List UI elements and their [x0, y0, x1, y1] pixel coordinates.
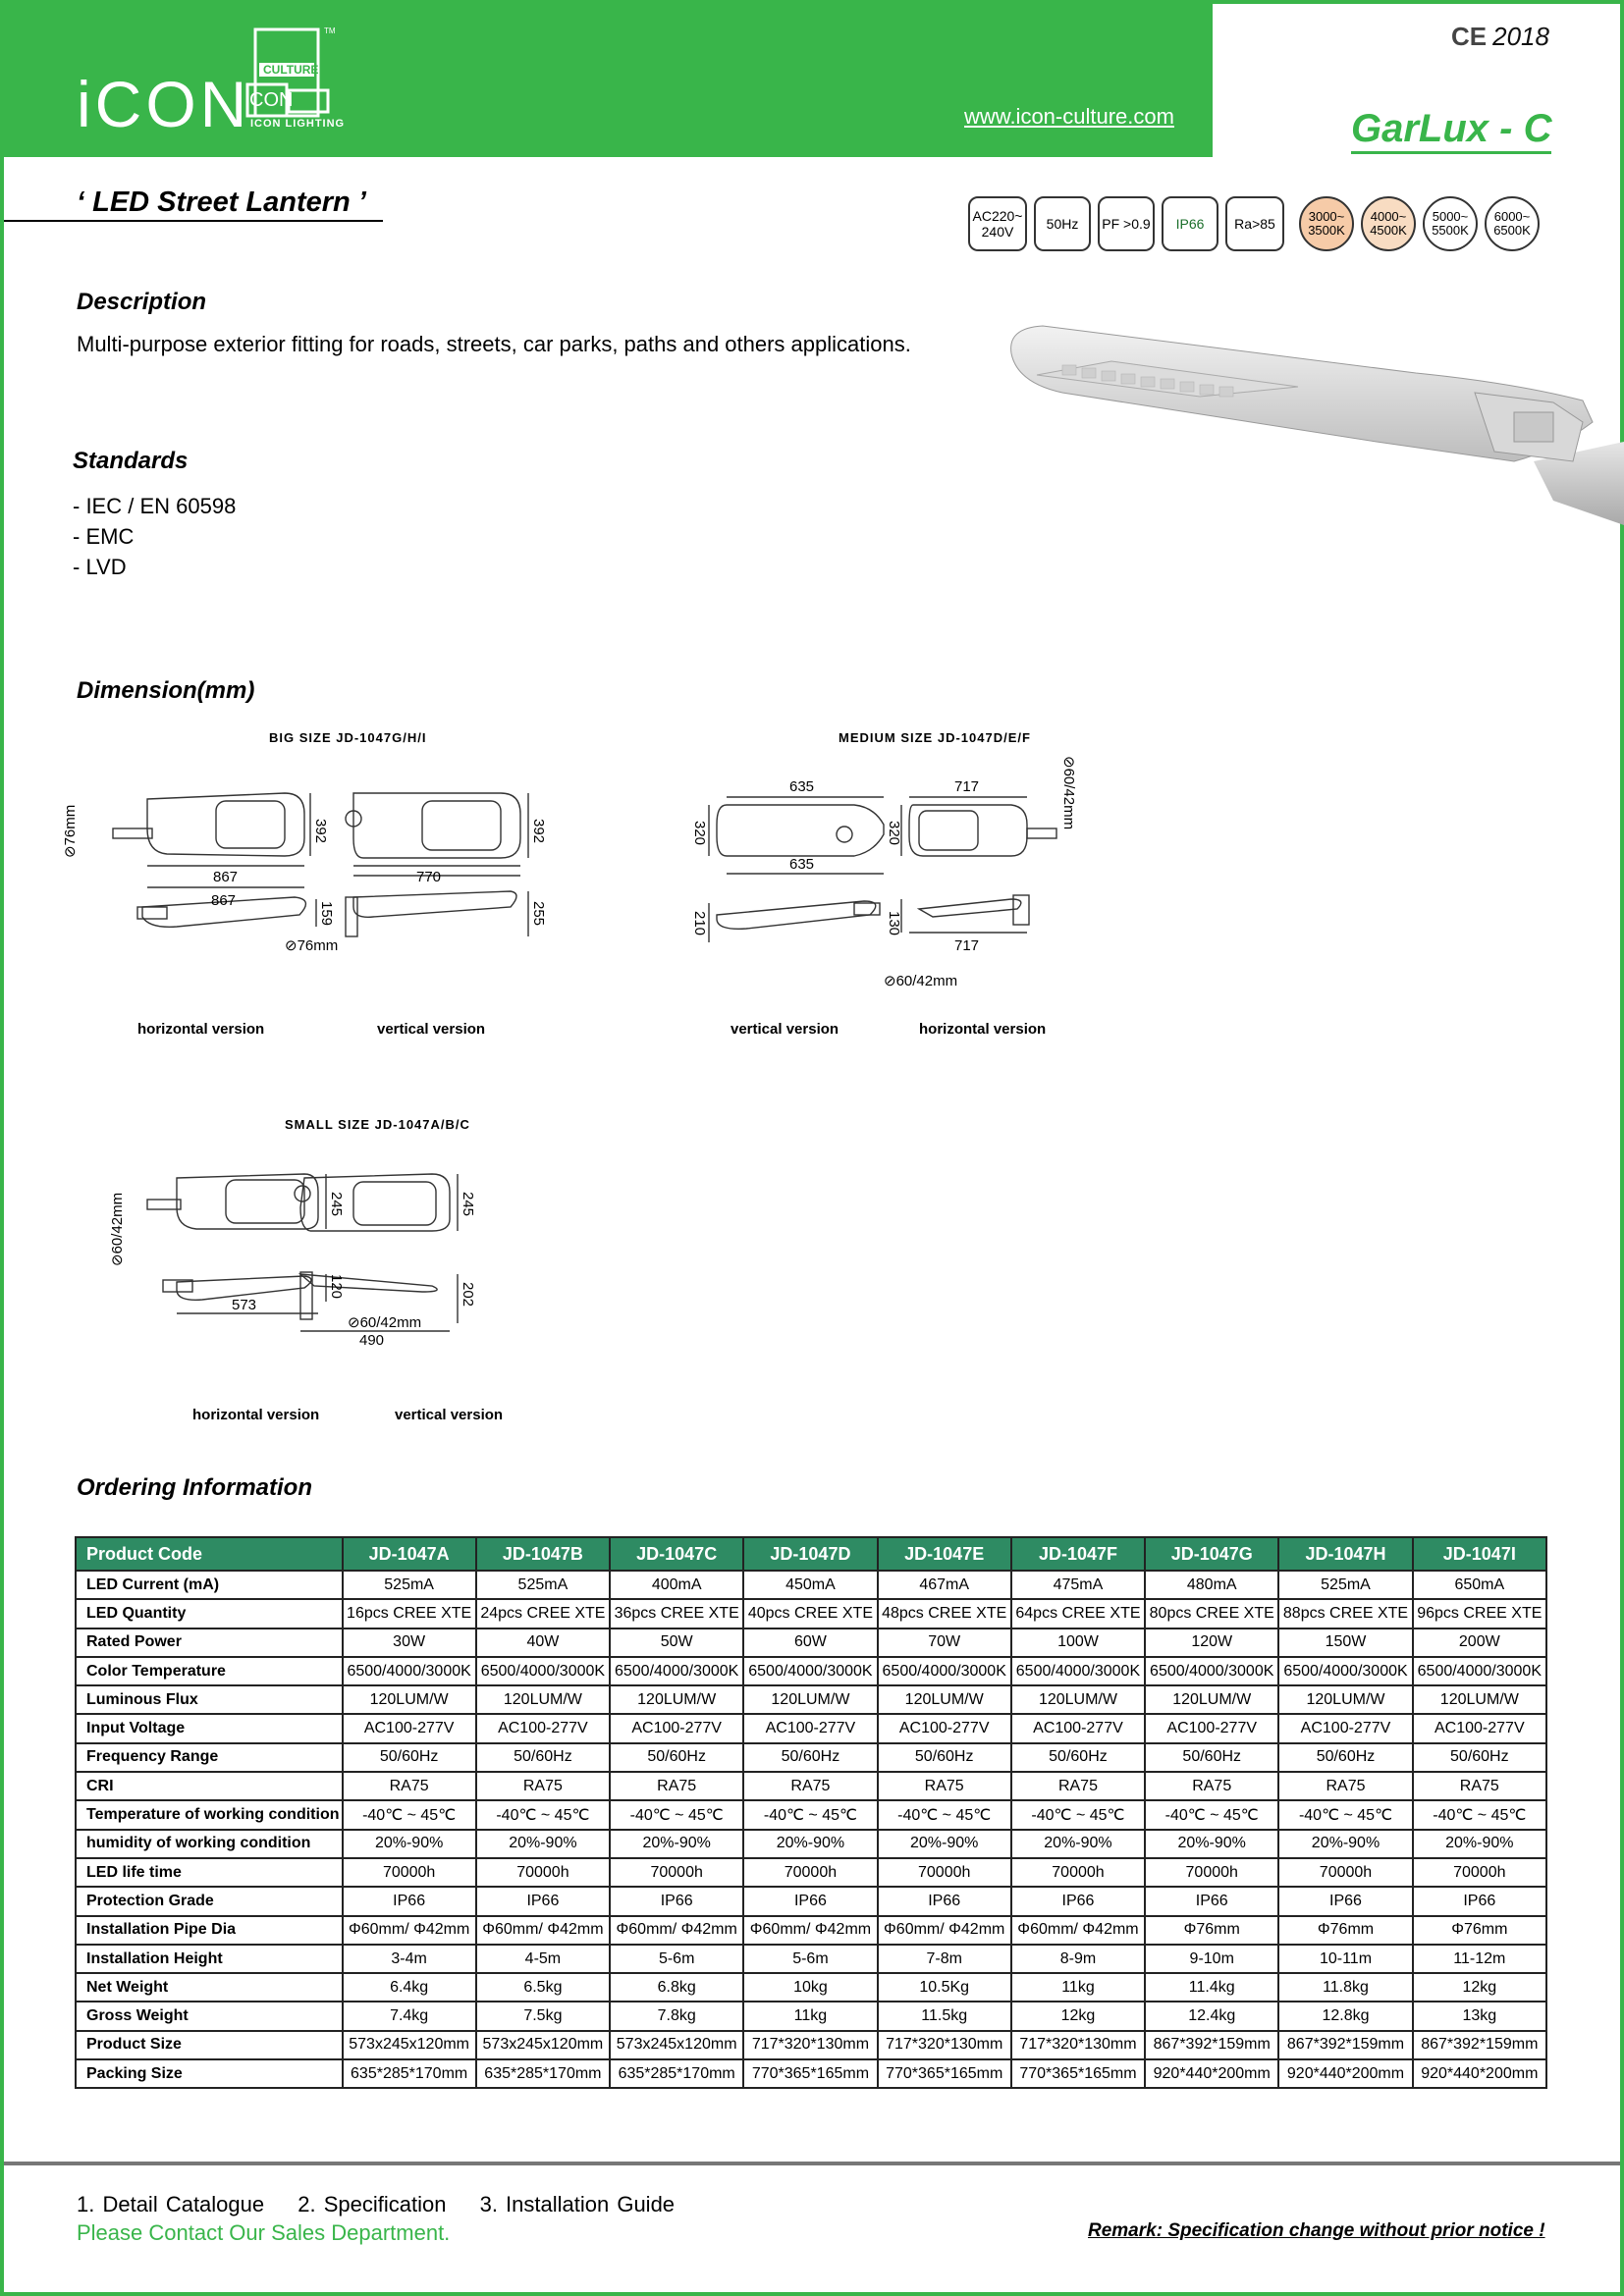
row-label: Packing Size: [76, 2059, 343, 2088]
dim-392b: 392: [530, 819, 547, 844]
product-photo: [1003, 314, 1624, 530]
dim-392a: 392: [312, 819, 329, 844]
column-header: JD-1047F: [1011, 1537, 1145, 1571]
table-row: [76, 1685, 1546, 1714]
table-cell: 120LUM/W: [1145, 1685, 1278, 1714]
table-row: [76, 1973, 1546, 2002]
table-cell: 6500/4000/3000K: [610, 1657, 743, 1685]
table-row: [76, 1629, 1546, 1657]
table-cell: 920*440*200mm: [1145, 2059, 1278, 2088]
table-cell: 6500/4000/3000K: [343, 1657, 476, 1685]
dim-159: 159: [318, 901, 335, 927]
table-cell: IP66: [476, 1887, 610, 1915]
table-cell: 6.4kg: [343, 1973, 476, 2002]
ce-year: [1451, 22, 1549, 52]
table-cell: 120LUM/W: [1413, 1685, 1546, 1714]
row-label: Input Voltage: [76, 1714, 343, 1742]
row-label: LED Quantity: [76, 1599, 343, 1628]
table-cell: -40℃ ~ 45℃: [1011, 1800, 1145, 1829]
table-cell: -40℃ ~ 45℃: [878, 1800, 1011, 1829]
table-cell: RA75: [743, 1772, 877, 1800]
table-cell: 475mA: [1011, 1571, 1145, 1599]
dim-770a: 770: [416, 869, 442, 885]
table-cell: 20%-90%: [878, 1830, 1011, 1858]
table-cell: 6500/4000/3000K: [1145, 1657, 1278, 1685]
ce-mark-icon: CE: [1451, 22, 1488, 51]
table-cell: Φ60mm/ Φ42mm: [743, 1916, 877, 1945]
detail-catalogue-link[interactable]: 1. Detail Catalogue: [77, 2192, 265, 2216]
table-cell: 20%-90%: [1278, 1830, 1412, 1858]
table-cell: 70000h: [1145, 1858, 1278, 1887]
table-cell: 50/60Hz: [1278, 1743, 1412, 1772]
column-header: JD-1047D: [743, 1537, 877, 1571]
table-cell: 64pcs CREE XTE: [1011, 1599, 1145, 1628]
table-row: [76, 1916, 1546, 1945]
table-row: [76, 1800, 1546, 1829]
dim-635b: 635: [789, 856, 815, 873]
small-size-drawing: [108, 1148, 530, 1355]
table-cell: RA75: [476, 1772, 610, 1800]
table-cell: 120LUM/W: [878, 1685, 1011, 1714]
standards-heading: Standards: [73, 448, 189, 474]
description-heading: Description: [77, 289, 207, 315]
dim-202: 202: [460, 1282, 476, 1308]
dim-490: 490: [359, 1332, 385, 1349]
ip-rating-badge: IP66: [1162, 196, 1218, 251]
table-cell: 6500/4000/3000K: [1011, 1657, 1145, 1685]
table-cell: RA75: [1011, 1772, 1145, 1800]
table-cell: AC100-277V: [1145, 1714, 1278, 1742]
big-vertical-caption: vertical version: [377, 1021, 486, 1038]
table-cell: 11.8kg: [1278, 1973, 1412, 2002]
table-row: [76, 1657, 1546, 1685]
table-cell: 6500/4000/3000K: [1413, 1657, 1546, 1685]
column-header: JD-1047I: [1413, 1537, 1546, 1571]
row-label: LED Current (mA): [76, 1571, 343, 1599]
table-cell: 11kg: [743, 2002, 877, 2030]
table-cell: 635*285*170mm: [610, 2059, 743, 2088]
table-cell: 50/60Hz: [1011, 1743, 1145, 1772]
table-cell: 11.5kg: [878, 2002, 1011, 2030]
table-cell: 525mA: [476, 1571, 610, 1599]
table-cell: Φ76mm: [1145, 1916, 1278, 1945]
column-header: JD-1047B: [476, 1537, 610, 1571]
table-cell: 7.8kg: [610, 2002, 743, 2030]
standard-item: - IEC / EN 60598: [73, 494, 237, 518]
row-label: Installation Height: [76, 1945, 343, 1973]
table-header-row: [76, 1537, 1546, 1571]
website-link[interactable]: www.icon-culture.com: [964, 104, 1174, 129]
table-cell: 920*440*200mm: [1413, 2059, 1546, 2088]
row-label: Color Temperature: [76, 1657, 343, 1685]
year: 2018: [1492, 22, 1549, 51]
cct-3000-badge: 3000~ 3500K: [1299, 196, 1354, 251]
dim-6042b: ⊘60/42mm: [884, 973, 958, 989]
table-cell: 12kg: [1011, 2002, 1145, 2030]
description-text: Multi-purpose exterior fitting for roads, streets, car parks, paths and others applications.: [77, 332, 911, 356]
row-label: Temperature of working condition: [76, 1800, 343, 1829]
table-cell: 770*365*165mm: [878, 2059, 1011, 2088]
table-cell: 120LUM/W: [743, 1685, 877, 1714]
table-cell: IP66: [743, 1887, 877, 1915]
product-name: GarLux - C: [1351, 106, 1551, 154]
ordering-table: [75, 1536, 1547, 2089]
table-row: [76, 1945, 1546, 1973]
dimension-heading: Dimension(mm): [77, 677, 255, 704]
table-cell: 867*392*159mm: [1145, 2031, 1278, 2059]
table-cell: 10.5Kg: [878, 1973, 1011, 2002]
table-cell: 10-11m: [1278, 1945, 1412, 1973]
table-cell: 120LUM/W: [476, 1685, 610, 1714]
table-cell: 20%-90%: [343, 1830, 476, 1858]
table-cell: 7.4kg: [343, 2002, 476, 2030]
table-cell: 6500/4000/3000K: [476, 1657, 610, 1685]
medium-horizontal-caption: horizontal version: [919, 1021, 1047, 1038]
table-cell: 120W: [1145, 1629, 1278, 1657]
cct-4000-badge: 4000~ 4500K: [1361, 196, 1416, 251]
table-cell: AC100-277V: [343, 1714, 476, 1742]
logo-mark-top: CULTURE: [263, 63, 319, 77]
cri-badge: Ra>85: [1225, 196, 1284, 251]
table-cell: 70000h: [743, 1858, 877, 1887]
table-cell: 717*320*130mm: [878, 2031, 1011, 2059]
table-row: [76, 1571, 1546, 1599]
table-cell: 573x245x120mm: [476, 2031, 610, 2059]
row-label: Installation Pipe Dia: [76, 1916, 343, 1945]
table-cell: 525mA: [1278, 1571, 1412, 1599]
table-cell: 70000h: [1278, 1858, 1412, 1887]
table-cell: Φ76mm: [1413, 1916, 1546, 1945]
table-cell: 10kg: [743, 1973, 877, 2002]
table-cell: -40℃ ~ 45℃: [476, 1800, 610, 1829]
table-cell: AC100-277V: [610, 1714, 743, 1742]
table-row: [76, 1772, 1546, 1800]
table-cell: Φ76mm: [1278, 1916, 1412, 1945]
big-size-drawing: [59, 760, 550, 956]
dim-76b: ⊘76mm: [285, 937, 339, 954]
table-cell: -40℃ ~ 45℃: [1278, 1800, 1412, 1829]
table-cell: 9-10m: [1145, 1945, 1278, 1973]
table-cell: 20%-90%: [743, 1830, 877, 1858]
dim-120: 120: [328, 1274, 345, 1300]
table-cell: 40pcs CREE XTE: [743, 1599, 877, 1628]
dim-717b: 717: [954, 937, 980, 954]
dim-6042a: ⊘60/42mm: [1060, 756, 1077, 830]
table-cell: 60W: [743, 1629, 877, 1657]
table-cell: 450mA: [743, 1571, 877, 1599]
table-cell: Φ60mm/ Φ42mm: [476, 1916, 610, 1945]
table-cell: 635*285*170mm: [476, 2059, 610, 2088]
table-cell: 573x245x120mm: [343, 2031, 476, 2059]
table-cell: RA75: [1145, 1772, 1278, 1800]
table-cell: AC100-277V: [1011, 1714, 1145, 1742]
table-cell: IP66: [1413, 1887, 1546, 1915]
column-header: JD-1047H: [1278, 1537, 1412, 1571]
table-cell: IP66: [1011, 1887, 1145, 1915]
table-cell: 6500/4000/3000K: [1278, 1657, 1412, 1685]
table-cell: 20%-90%: [1413, 1830, 1546, 1858]
table-cell: AC100-277V: [878, 1714, 1011, 1742]
table-cell: 80pcs CREE XTE: [1145, 1599, 1278, 1628]
table-cell: AC100-277V: [1278, 1714, 1412, 1742]
table-cell: AC100-277V: [1413, 1714, 1546, 1742]
table-cell: 120LUM/W: [343, 1685, 476, 1714]
table-cell: 13kg: [1413, 2002, 1546, 2030]
table-cell: -40℃ ~ 45℃: [743, 1800, 877, 1829]
table-cell: 100W: [1011, 1629, 1145, 1657]
table-cell: 50/60Hz: [878, 1743, 1011, 1772]
standard-item: - LVD: [73, 555, 127, 579]
table-cell: 717*320*130mm: [743, 2031, 877, 2059]
dim-245b: 245: [460, 1192, 476, 1217]
table-cell: 120LUM/W: [1011, 1685, 1145, 1714]
table-cell: 11.4kg: [1145, 1973, 1278, 2002]
document-title: ‘ LED Street Lantern ’: [77, 187, 366, 218]
table-cell: 8-9m: [1011, 1945, 1145, 1973]
table-cell: 6500/4000/3000K: [878, 1657, 1011, 1685]
row-label: Product Size: [76, 2031, 343, 2059]
small-horizontal-caption: horizontal version: [192, 1407, 320, 1423]
dim-6042a-small: ⊘60/42mm: [109, 1192, 126, 1266]
row-label: Gross Weight: [76, 2002, 343, 2030]
table-cell: IP66: [1278, 1887, 1412, 1915]
table-cell: 12.4kg: [1145, 2002, 1278, 2030]
table-cell: 40W: [476, 1629, 610, 1657]
installation-guide-link[interactable]: 3. Installation Guide: [479, 2192, 676, 2216]
table-cell: 70000h: [476, 1858, 610, 1887]
table-cell: Φ60mm/ Φ42mm: [343, 1916, 476, 1945]
table-cell: 4-5m: [476, 1945, 610, 1973]
table-cell: IP66: [343, 1887, 476, 1915]
table-cell: RA75: [878, 1772, 1011, 1800]
dim-635a: 635: [789, 778, 815, 795]
table-cell: 5-6m: [743, 1945, 877, 1973]
table-cell: 7-8m: [878, 1945, 1011, 1973]
table-cell: 11-12m: [1413, 1945, 1546, 1973]
dim-76a: ⊘76mm: [62, 804, 79, 858]
table-cell: 867*392*159mm: [1413, 2031, 1546, 2059]
table-cell: 70000h: [610, 1858, 743, 1887]
medium-size-drawing: [687, 746, 1100, 1001]
table-cell: 920*440*200mm: [1278, 2059, 1412, 2088]
table-cell: 70000h: [1011, 1858, 1145, 1887]
dim-320b: 320: [886, 821, 902, 846]
table-cell: 70W: [878, 1629, 1011, 1657]
small-size-label: SMALL SIZE JD-1047A/B/C: [285, 1117, 470, 1132]
row-label: Frequency Range: [76, 1743, 343, 1772]
row-label: Protection Grade: [76, 1887, 343, 1915]
table-cell: 7.5kg: [476, 2002, 610, 2030]
table-body: [76, 1571, 1546, 2088]
dimension-drawings: [59, 717, 1100, 1433]
table-cell: 120LUM/W: [1278, 1685, 1412, 1714]
table-cell: 12.8kg: [1278, 2002, 1412, 2030]
table-cell: RA75: [610, 1772, 743, 1800]
table-cell: 120LUM/W: [610, 1685, 743, 1714]
dim-320a: 320: [691, 821, 708, 846]
table-row: [76, 2031, 1546, 2059]
ordering-heading: Ordering Information: [77, 1474, 312, 1501]
table-row: [76, 2059, 1546, 2088]
row-label: Rated Power: [76, 1629, 343, 1657]
table-row: [76, 1858, 1546, 1887]
row-label: CRI: [76, 1772, 343, 1800]
logo-subtitle: ICON LIGHTING: [250, 118, 346, 130]
table-cell: Φ60mm/ Φ42mm: [878, 1916, 1011, 1945]
table-cell: 96pcs CREE XTE: [1413, 1599, 1546, 1628]
dim-245a: 245: [328, 1192, 345, 1217]
logo-mark-icon: [245, 26, 340, 124]
table-cell: 5-6m: [610, 1945, 743, 1973]
document-links: [77, 2192, 700, 2217]
table-cell: 480mA: [1145, 1571, 1278, 1599]
table-cell: -40℃ ~ 45℃: [343, 1800, 476, 1829]
big-size-label: BIG SIZE JD-1047G/H/I: [269, 730, 427, 745]
table-cell: RA75: [343, 1772, 476, 1800]
table-cell: IP66: [610, 1887, 743, 1915]
standards-list: [73, 491, 236, 582]
table-cell: 525mA: [343, 1571, 476, 1599]
column-header: JD-1047C: [610, 1537, 743, 1571]
power-factor-badge: PF >0.9: [1098, 196, 1155, 251]
medium-size-label: MEDIUM SIZE JD-1047D/E/F: [839, 730, 1031, 745]
column-header: JD-1047G: [1145, 1537, 1278, 1571]
table-cell: -40℃ ~ 45℃: [610, 1800, 743, 1829]
table-cell: 770*365*165mm: [743, 2059, 877, 2088]
remark-note: Remark: Specification change without prior notice !: [1088, 2220, 1545, 2241]
column-header: JD-1047A: [343, 1537, 476, 1571]
table-cell: RA75: [1413, 1772, 1546, 1800]
table-cell: 50/60Hz: [610, 1743, 743, 1772]
table-cell: 6500/4000/3000K: [743, 1657, 877, 1685]
row-label: LED life time: [76, 1858, 343, 1887]
logo-mark-mid: CON: [249, 89, 294, 111]
table-row: [76, 1887, 1546, 1915]
table-cell: 770*365*165mm: [1011, 2059, 1145, 2088]
dim-6042b-small: ⊘60/42mm: [348, 1314, 422, 1331]
dim-867a: 867: [213, 869, 239, 885]
table-cell: 50/60Hz: [1145, 1743, 1278, 1772]
table-cell: 400mA: [610, 1571, 743, 1599]
table-cell: -40℃ ~ 45℃: [1413, 1800, 1546, 1829]
row-label: Luminous Flux: [76, 1685, 343, 1714]
voltage-badge: AC220~ 240V: [968, 196, 1027, 251]
cct-6000-badge: 6000~ 6500K: [1485, 196, 1540, 251]
row-label: humidity of working condition: [76, 1830, 343, 1858]
table-cell: 200W: [1413, 1629, 1546, 1657]
table-cell: IP66: [878, 1887, 1011, 1915]
dim-130: 130: [886, 911, 902, 936]
table-cell: AC100-277V: [476, 1714, 610, 1742]
table-cell: 16pcs CREE XTE: [343, 1599, 476, 1628]
table-cell: 3-4m: [343, 1945, 476, 1973]
table-row: [76, 1743, 1546, 1772]
table-cell: RA75: [1278, 1772, 1412, 1800]
table-cell: 48pcs CREE XTE: [878, 1599, 1011, 1628]
trademark: TM: [324, 27, 336, 35]
column-header: Product Code: [76, 1537, 343, 1571]
brand-logo: iCON: [77, 68, 251, 140]
table-cell: 573x245x120mm: [610, 2031, 743, 2059]
big-horizontal-caption: horizontal version: [137, 1021, 265, 1038]
dim-210: 210: [691, 911, 708, 936]
dim-717a: 717: [954, 778, 980, 795]
table-row: [76, 1714, 1546, 1742]
row-label: Net Weight: [76, 1973, 343, 2002]
dim-573: 573: [232, 1297, 257, 1313]
table-cell: 70000h: [1413, 1858, 1546, 1887]
table-cell: 11kg: [1011, 1973, 1145, 2002]
table-cell: IP66: [1145, 1887, 1278, 1915]
table-cell: 50/60Hz: [343, 1743, 476, 1772]
table-cell: 867*392*159mm: [1278, 2031, 1412, 2059]
table-cell: 36pcs CREE XTE: [610, 1599, 743, 1628]
table-cell: -40℃ ~ 45℃: [1145, 1800, 1278, 1829]
table-row: [76, 1830, 1546, 1858]
table-cell: Φ60mm/ Φ42mm: [1011, 1916, 1145, 1945]
contact-note: Please Contact Our Sales Department.: [77, 2220, 451, 2245]
table-cell: 24pcs CREE XTE: [476, 1599, 610, 1628]
small-vertical-caption: vertical version: [395, 1407, 504, 1423]
dim-255: 255: [530, 901, 547, 927]
title-underline: [4, 220, 383, 222]
table-row: [76, 1599, 1546, 1628]
table-cell: 50W: [610, 1629, 743, 1657]
table-cell: 6.8kg: [610, 1973, 743, 2002]
footer-divider: [4, 2162, 1620, 2165]
standard-item: - EMC: [73, 524, 135, 549]
cct-5000-badge: 5000~ 5500K: [1423, 196, 1478, 251]
table-cell: 20%-90%: [1145, 1830, 1278, 1858]
table-cell: 717*320*130mm: [1011, 2031, 1145, 2059]
medium-vertical-caption: vertical version: [731, 1021, 839, 1038]
dim-867b: 867: [211, 892, 237, 909]
table-cell: 30W: [343, 1629, 476, 1657]
table-cell: 6.5kg: [476, 1973, 610, 2002]
table-cell: 650mA: [1413, 1571, 1546, 1599]
column-header: JD-1047E: [878, 1537, 1011, 1571]
table-cell: 88pcs CREE XTE: [1278, 1599, 1412, 1628]
table-cell: 20%-90%: [476, 1830, 610, 1858]
table-cell: 20%-90%: [610, 1830, 743, 1858]
table-cell: 635*285*170mm: [343, 2059, 476, 2088]
table-row: [76, 2002, 1546, 2030]
table-cell: 20%-90%: [1011, 1830, 1145, 1858]
table-cell: AC100-277V: [743, 1714, 877, 1742]
specification-link[interactable]: 2. Specification: [298, 2192, 447, 2216]
table-cell: 50/60Hz: [743, 1743, 877, 1772]
table-cell: 12kg: [1413, 1973, 1546, 2002]
spec-badges: [968, 196, 1540, 253]
table-cell: 70000h: [878, 1858, 1011, 1887]
table-cell: 150W: [1278, 1629, 1412, 1657]
table-cell: 50/60Hz: [1413, 1743, 1546, 1772]
table-cell: 467mA: [878, 1571, 1011, 1599]
frequency-badge: 50Hz: [1034, 196, 1091, 251]
table-cell: Φ60mm/ Φ42mm: [610, 1916, 743, 1945]
table-cell: 70000h: [343, 1858, 476, 1887]
table-cell: 50/60Hz: [476, 1743, 610, 1772]
